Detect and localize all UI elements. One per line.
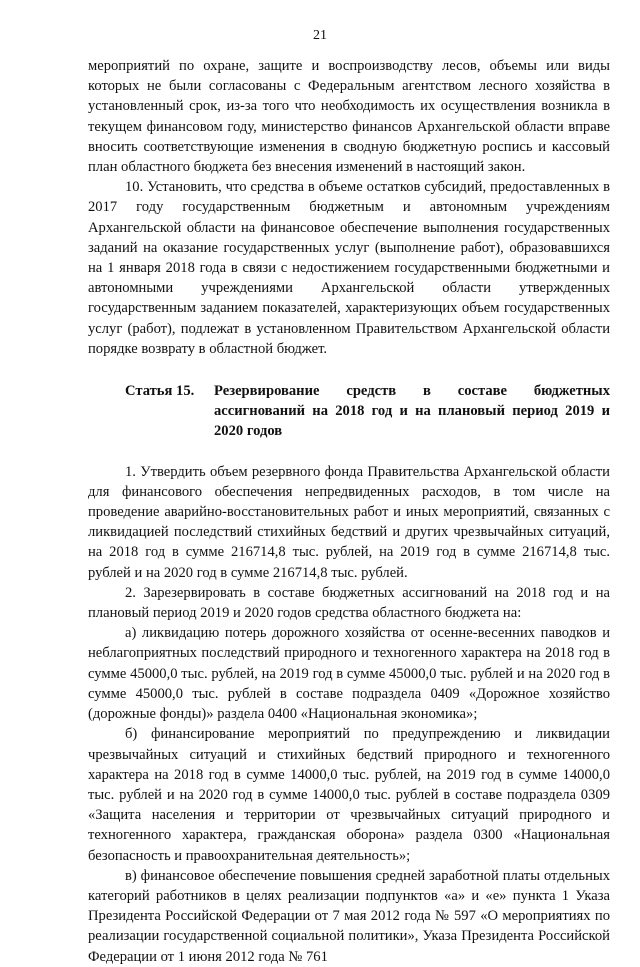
article-heading [88, 381, 610, 442]
article-number: Статья 15. [125, 383, 195, 400]
paragraph-continuation: мероприятий по охране, защите и воспроизводству лесов, объемы или виды которых не были согласованы с Федеральным агентством лесного хозяйства в установленный срок, из-за того что необходимость их осуществления возникла в текущем финансовом году, министерство финансов Архангельской области вправе вносить соответствующие изменения в сводную бюджетную роспись и кассовый план областного бюджета без внесения изменений в настоящий закон. [88, 58, 610, 176]
paragraph-subitem-v: в) финансовое обеспечение повышения средней заработной платы отдельных категорий работников в целях реализации подпунктов «а» и «е» пункта 1 Указа Президента Российской Федерации от 7 мая 2012 года № 597 «О мероприятиях по реализации государственной социальной политики», Указа Президента Российской Федерации от 1 июня 2012 года № 761 [88, 867, 610, 965]
paragraph-item-1: 1. Утвердить объем резервного фонда Правительства Архангельской области для финансового обеспечения непредвиденных расходов, в том числе на проведение аварийно-восстановительных работ и иных мероприятий, связанных с ликвидацией последствий стихийных бедствий и других чрезвычайных ситуаций, на 2018 год в сумме 216714,8 тыс. рублей, на 2019 год в сумме 216714,8 тыс. рублей и на 2020 год в сумме 216714,8 тыс. рублей. [88, 463, 610, 581]
page-number: 21 [313, 28, 327, 43]
paragraph-subitem-a: а) ликвидацию потерь дорожного хозяйства от осенне-весенних паводков и неблагоприятных последствий природного и техногенного характера на 2018 год в сумме 45000,0 тыс. рублей, на 2019 год в сумме 45000,0 тыс. рублей и на 2020 год в сумме 45000,0 тыс. рублей в составе подраздела 0409 «Дорожное хозяйство (дорожные фонды)» раздела 0400 «Национальная экономика»; [88, 625, 610, 723]
paragraph-item-10: 10. Установить, что средства в объеме остатков субсидий, предоставленных в 2017 году государственным бюджетным и автономным учреждениям Архангельской области на финансовое обеспечение выполнения государственных заданий на оказание государственных услуг (выполнение работ), образовавшихся на 1 января 2018 года в связи с недостижением государственными бюджетными и автономными учреждениями Архангельской области утвержденных государственным заданием показателей, характеризующих объем государственных услуг (работ), подлежат в установленном Правительством Архангельской области порядке возврату в областной бюджет. [88, 179, 610, 357]
paragraph-subitem-b: б) финансирование мероприятий по предупреждению и ликвидации чрезвычайных ситуаций и стихийных бедствий природного и техногенного характера на 2018 год в сумме 14000,0 тыс. рублей, на 2019 год в сумме 14000,0 тыс. рублей и на 2020 год в сумме 14000,0 тыс. рублей в составе подраздела 0309 «Защита населения и территории от чрезвычайных ситуаций природного и техногенного характера, гражданская оборона» раздела 0300 «Национальная безопасность и правоохранительная деятельность»; [88, 726, 610, 864]
document-body [88, 56, 610, 967]
paragraph-item-2: 2. Зарезервировать в составе бюджетных ассигнований на 2018 год и на плановый период 2019 и 2020 годов средства областного бюджета на: [88, 584, 610, 622]
article-title: Резервирование средств в составе бюджетных ассигнований на 2018 год и на плановый период 2019 и 2020 годов [214, 383, 610, 440]
